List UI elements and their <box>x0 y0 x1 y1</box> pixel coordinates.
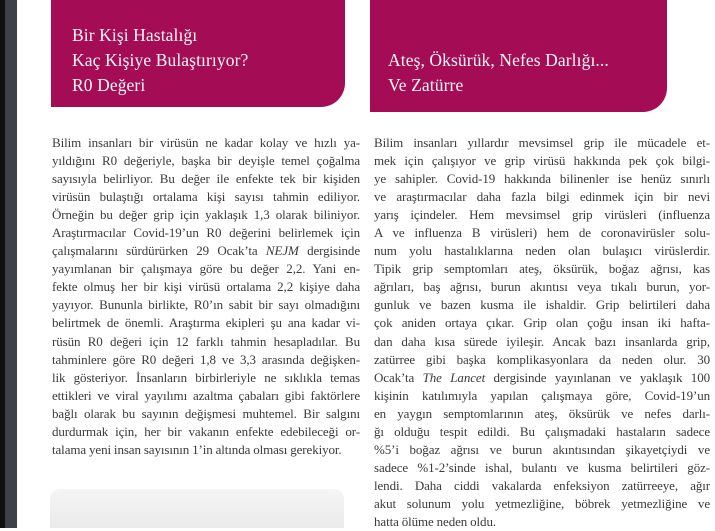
right-article-header-card <box>370 0 667 112</box>
left-article-title: Bir Kişi Hastalığı Kaç Kişiye Bulaştırıyor? R0 Değeri <box>72 25 249 95</box>
right-article-title: Ateş, Öksürük, Nefes Darlığı... Ve Zatürre <box>388 50 609 95</box>
left-article-body: Bilim insanları bir virüsün ne kadar kolay ve hızlı ya- yıldığını R0 değeriyle, başka bir deyişle temel çoğalma sayısıyla belirliyor. Bu değer ile enfekte tek bir kişiden virüsün bulaştığı ortalama kişi sayısı tahmin ediliyor. Örneğin bu değer grip için yaklaşık 1,3 olarak biliniyor. Araştırmacılar Covid-19’un R0 değerini belirlemek için çalışmalarını sürdürürken 29 Ocak’ta NEJM dergisinde yayımlanan bir çalışmaya göre bu değer 2,2. Yani en- fekte olmuş her bir kişi virüsü ortalama 2,2 kişiye daha yayıyor. Bununla birlikte, R0’ın sabit bir sayı olmadığını belirtmek de önemli. Araştırma ekipleri şu ana kadar vi- rüsün R0 değeri için 12 farklı tahmin hesapladılar. Bu tahminlere göre R0 değeri 1,8 ve 3,3 arasında değişken- lik gösteriyor. İnsanların birbirleriyle ne sıklıkla temas ettikleri ve viral yayılımı azaltma çabaları gibi faktörlere bağlı olarak bu sayının değişmesi muhtemel. Bir salgını durdurmak için, her bir vakanın enfekte edebileceği or- talama yeni insan sayısının 1’in altında olması gerekiyor. <box>52 135 360 457</box>
left-article-header-card <box>51 0 345 107</box>
right-article-body: Bilim insanları yıllardır mevsimsel grip ile mücadele et- mek için çalışıyor ve grip virüsü hakkında pek çok bilgi- ye sahipler. Covid-19 hakkında bilinenler ise henüz sınırlı ve araştırmacılar daha fazla bilgi edinmek için bir nevi yarış içindeler. Hem mevsimsel grip virüsleri (influenza A ve influenza B virüsleri) hem de coronavirüsler solu- num yolu hastalıklarına neden olan bulaşıcı virüslerdir. Tipik grip semptomları ateş, öksürük, boğaz ağrısı, kas ağrıları, baş ağrısı, burun akıntısı veya tıkalı burun, yor- gunluk ve bazen kusma ile ishaldir. Grip belirtileri daha çok aniden ortaya çıkar. Grip olan çoğu insan iki hafta- dan daha kısa sürede iyileşir. Ancak bazı insanlarda grip, zatürree gibi başka komplikasyonlara da neden olur. 30 Ocak’ta The Lancet dergisinde yayınlanan ve yaklaşık 100 kişinin katılımıyla yapılan çalışmaya göre, Covid-19’un en yaygın semptomlarının ateş, öksürük ve nefes darlı- ğı olduğu tespit edildi. Bu çalışmadaki hastaların sadece %5’i boğaz ağrısı ve burun akıntısından şikayetçiydi ve sadece %1-2’sinde ishal, bulantı ve kusma belirtileri göz- lendi. Daha ciddi vakalarda enfeksiyon zatürreeye, ağır akut solunum yolu yetmezliğine, böbrek yetmezliğine ve hatta ölüme neden oldu. <box>374 135 711 529</box>
scan-edge-gray <box>5 0 17 528</box>
bottom-panel <box>50 489 344 528</box>
